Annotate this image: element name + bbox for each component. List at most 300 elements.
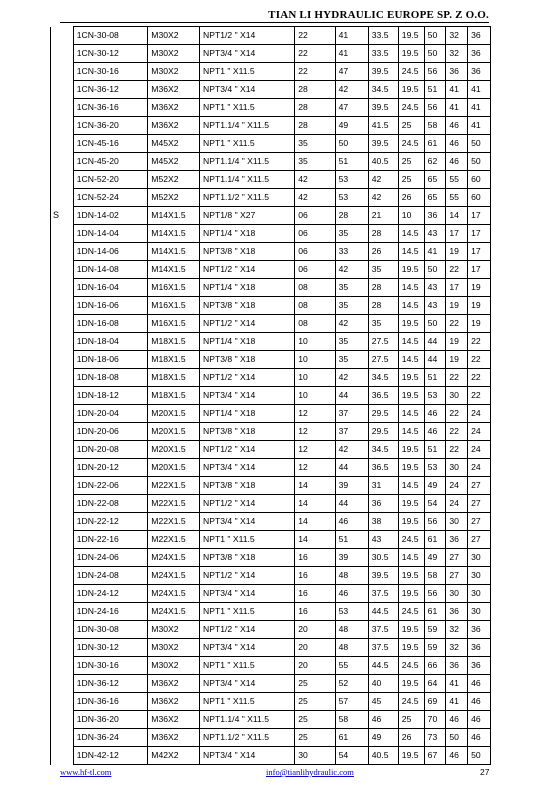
npt-thread: NPT1.1/2 " X11.5 [200,729,295,747]
dimension-1: 30 [295,747,335,765]
dimension-3: 31 [368,477,398,495]
row-mark [51,189,74,207]
metric-thread: M36X2 [148,711,200,729]
dimension-5: 50 [424,315,446,333]
dimension-5: 56 [424,99,446,117]
dimension-4: 26 [398,189,424,207]
npt-thread: NPT1/2 " X14 [200,567,295,585]
part-number: 1DN-24-08 [73,567,148,585]
dimension-4: 24.5 [398,531,424,549]
dimension-4: 10 [398,207,424,225]
table-row [51,351,491,369]
dimension-1: 12 [295,441,335,459]
metric-thread: M42X2 [148,747,200,765]
dimension-1: 28 [295,81,335,99]
dimension-4: 24.5 [398,657,424,675]
dimension-5: 59 [424,621,446,639]
npt-thread: NPT1/2 " X14 [200,621,295,639]
table-row [51,99,491,117]
dimension-7: 22 [468,351,491,369]
dimension-6: 24 [446,477,468,495]
dimension-3: 35 [368,315,398,333]
dimension-5: 54 [424,495,446,513]
part-number: 1CN-52-20 [73,171,148,189]
npt-thread: NPT1 " X11.5 [200,99,295,117]
metric-thread: M36X2 [148,81,200,99]
dimension-1: 42 [295,189,335,207]
row-mark [51,639,74,657]
dimension-4: 24.5 [398,63,424,81]
metric-thread: M14X1.5 [148,243,200,261]
dimension-3: 44.5 [368,657,398,675]
metric-thread: M45X2 [148,135,200,153]
dimension-4: 19.5 [398,585,424,603]
dimension-1: 06 [295,243,335,261]
part-number: 1DN-30-08 [73,621,148,639]
dimension-3: 28 [368,225,398,243]
table-row [51,675,491,693]
dimension-1: 25 [295,693,335,711]
row-mark [51,657,74,675]
dimension-7: 19 [468,279,491,297]
part-number: 1DN-36-20 [73,711,148,729]
dimension-2: 61 [335,729,368,747]
row-mark [51,117,74,135]
table-row [51,63,491,81]
metric-thread: M18X1.5 [148,351,200,369]
npt-thread: NPT3/4 " X14 [200,45,295,63]
table-row [51,189,491,207]
dimension-6: 46 [446,747,468,765]
dimension-1: 16 [295,585,335,603]
metric-thread: M14X1.5 [148,207,200,225]
dimension-2: 50 [335,135,368,153]
dimension-6: 22 [446,315,468,333]
dimension-4: 19.5 [398,459,424,477]
part-number: 1DN-18-06 [73,351,148,369]
dimension-2: 48 [335,639,368,657]
dimension-5: 46 [424,423,446,441]
dimension-2: 54 [335,747,368,765]
part-number: 1DN-22-16 [73,531,148,549]
dimension-5: 56 [424,513,446,531]
row-mark [51,567,74,585]
dimension-7: 17 [468,261,491,279]
metric-thread: M24X1.5 [148,549,200,567]
dimension-5: 43 [424,225,446,243]
dimension-1: 14 [295,531,335,549]
row-mark [51,315,74,333]
dimension-7: 22 [468,387,491,405]
part-number: 1DN-42-12 [73,747,148,765]
dimension-1: 35 [295,135,335,153]
row-mark [51,495,74,513]
dimension-5: 65 [424,189,446,207]
table-row [51,693,491,711]
part-number: 1DN-24-16 [73,603,148,621]
dimension-6: 19 [446,351,468,369]
part-number: 1DN-16-04 [73,279,148,297]
dimension-2: 35 [335,225,368,243]
npt-thread: NPT1.1/4 " X11.5 [200,153,295,171]
row-mark [51,333,74,351]
dimension-5: 50 [424,27,446,45]
part-number: 1DN-24-12 [73,585,148,603]
dimension-6: 36 [446,657,468,675]
dimension-6: 17 [446,225,468,243]
row-mark: S [51,207,74,225]
table-row [51,495,491,513]
dimension-2: 39 [335,477,368,495]
npt-thread: NPT3/4 " X14 [200,81,295,99]
dimension-4: 19.5 [398,315,424,333]
dimension-4: 14.5 [398,405,424,423]
dimension-2: 42 [335,261,368,279]
dimension-6: 22 [446,423,468,441]
dimension-7: 36 [468,27,491,45]
dimension-5: 36 [424,207,446,225]
part-number: 1DN-16-08 [73,315,148,333]
dimension-1: 25 [295,675,335,693]
dimension-6: 30 [446,387,468,405]
dimension-5: 41 [424,243,446,261]
dimension-4: 19.5 [398,441,424,459]
dimension-3: 34.5 [368,441,398,459]
part-number: 1CN-36-20 [73,117,148,135]
npt-thread: NPT1/2 " X14 [200,315,295,333]
part-number: 1DN-18-08 [73,369,148,387]
table-row [51,423,491,441]
table-row [51,297,491,315]
dimension-3: 37.5 [368,639,398,657]
dimension-4: 19.5 [398,747,424,765]
dimension-4: 19.5 [398,387,424,405]
dimension-6: 19 [446,243,468,261]
dimension-1: 28 [295,99,335,117]
dimension-2: 37 [335,405,368,423]
row-mark [51,27,74,45]
dimension-3: 28 [368,297,398,315]
dimension-3: 40.5 [368,747,398,765]
npt-thread: NPT1.1/2 " X11.5 [200,189,295,207]
part-number: 1CN-36-12 [73,81,148,99]
dimension-7: 17 [468,207,491,225]
dimension-3: 46 [368,711,398,729]
row-mark [51,243,74,261]
npt-thread: NPT1/2 " X14 [200,369,295,387]
npt-thread: NPT1 " X11.5 [200,135,295,153]
dimension-7: 41 [468,99,491,117]
dimension-4: 14.5 [398,549,424,567]
dimension-3: 34.5 [368,369,398,387]
metric-thread: M36X2 [148,117,200,135]
npt-thread: NPT1/4 " X18 [200,225,295,243]
dimension-5: 62 [424,153,446,171]
npt-thread: NPT1/4 " X18 [200,279,295,297]
npt-thread: NPT3/8 " X18 [200,243,295,261]
dimension-3: 27.5 [368,333,398,351]
dimension-2: 28 [335,207,368,225]
table-row [51,387,491,405]
table-row [51,477,491,495]
dimension-2: 48 [335,567,368,585]
dimension-7: 24 [468,423,491,441]
header-divider [60,22,489,23]
dimension-2: 35 [335,333,368,351]
dimension-7: 36 [468,63,491,81]
dimension-4: 14.5 [398,279,424,297]
part-number: 1CN-45-16 [73,135,148,153]
dimension-1: 06 [295,207,335,225]
dimension-7: 19 [468,315,491,333]
npt-thread: NPT1 " X11.5 [200,531,295,549]
metric-thread: M22X1.5 [148,495,200,513]
dimension-6: 46 [446,711,468,729]
table-row [51,747,491,765]
dimension-3: 42 [368,189,398,207]
dimension-3: 36.5 [368,459,398,477]
dimension-2: 47 [335,63,368,81]
table-row [51,567,491,585]
row-mark [51,477,74,495]
part-number: 1CN-52-24 [73,189,148,207]
dimension-7: 19 [468,297,491,315]
table-row [51,171,491,189]
dimension-3: 30.5 [368,549,398,567]
table-row [51,639,491,657]
dimension-6: 22 [446,261,468,279]
dimension-3: 34.5 [368,81,398,99]
dimension-7: 50 [468,747,491,765]
dimension-5: 73 [424,729,446,747]
part-number: 1DN-20-08 [73,441,148,459]
dimension-6: 55 [446,189,468,207]
dimension-6: 24 [446,495,468,513]
dimension-1: 22 [295,27,335,45]
dimension-3: 21 [368,207,398,225]
row-mark [51,405,74,423]
row-mark [51,693,74,711]
dimension-6: 36 [446,531,468,549]
dimension-4: 19.5 [398,495,424,513]
dimension-6: 30 [446,459,468,477]
dimension-1: 12 [295,459,335,477]
part-number: 1DN-14-02 [73,207,148,225]
part-number: 1DN-18-12 [73,387,148,405]
dimension-7: 24 [468,441,491,459]
table-row [51,81,491,99]
npt-thread: NPT3/4 " X14 [200,675,295,693]
dimension-3: 49 [368,729,398,747]
row-mark [51,675,74,693]
dimension-1: 14 [295,513,335,531]
dimension-2: 53 [335,603,368,621]
npt-thread: NPT3/8 " X18 [200,549,295,567]
row-mark [51,531,74,549]
dimension-3: 40 [368,675,398,693]
npt-thread: NPT1 " X11.5 [200,603,295,621]
row-mark [51,423,74,441]
row-mark [51,711,74,729]
page-number: 27 [480,767,490,777]
dimension-3: 43 [368,531,398,549]
metric-thread: M52X2 [148,171,200,189]
row-mark [51,513,74,531]
row-mark [51,387,74,405]
part-number: 1DN-18-04 [73,333,148,351]
dimension-5: 43 [424,297,446,315]
dimension-4: 14.5 [398,477,424,495]
metric-thread: M36X2 [148,675,200,693]
metric-thread: M30X2 [148,657,200,675]
dimension-7: 41 [468,117,491,135]
row-mark [51,621,74,639]
npt-thread: NPT3/8 " X18 [200,297,295,315]
dimension-5: 70 [424,711,446,729]
dimension-2: 46 [335,585,368,603]
dimension-2: 35 [335,279,368,297]
dimension-1: 20 [295,657,335,675]
dimension-3: 41.5 [368,117,398,135]
metric-thread: M24X1.5 [148,567,200,585]
dimension-6: 46 [446,117,468,135]
metric-thread: M30X2 [148,621,200,639]
table-row [51,549,491,567]
metric-thread: M20X1.5 [148,441,200,459]
dimension-2: 35 [335,351,368,369]
metric-thread: M16X1.5 [148,297,200,315]
dimension-1: 12 [295,423,335,441]
dimension-3: 33.5 [368,27,398,45]
dimension-4: 19.5 [398,261,424,279]
dimension-7: 46 [468,711,491,729]
dimension-7: 36 [468,639,491,657]
npt-thread: NPT1/2 " X14 [200,27,295,45]
metric-thread: M24X1.5 [148,585,200,603]
metric-thread: M22X1.5 [148,477,200,495]
part-number: 1DN-16-06 [73,297,148,315]
dimension-2: 41 [335,27,368,45]
metric-thread: M30X2 [148,639,200,657]
dimension-4: 19.5 [398,369,424,387]
dimension-1: 10 [295,351,335,369]
dimension-7: 41 [468,81,491,99]
metric-thread: M18X1.5 [148,333,200,351]
dimension-7: 22 [468,369,491,387]
dimension-5: 67 [424,747,446,765]
dimension-5: 61 [424,135,446,153]
dimension-6: 32 [446,45,468,63]
table-row [51,45,491,63]
dimension-4: 19.5 [398,675,424,693]
npt-thread: NPT1/8 " X27 [200,207,295,225]
npt-thread: NPT1/4 " X18 [200,333,295,351]
dimension-6: 50 [446,729,468,747]
row-mark [51,729,74,747]
dimension-6: 41 [446,99,468,117]
dimension-4: 19.5 [398,45,424,63]
dimension-2: 33 [335,243,368,261]
dimension-4: 19.5 [398,81,424,99]
part-number: 1DN-24-06 [73,549,148,567]
dimension-6: 32 [446,27,468,45]
dimension-6: 36 [446,63,468,81]
metric-thread: M16X1.5 [148,315,200,333]
npt-thread: NPT1.1/4 " X11.5 [200,171,295,189]
part-number: 1DN-22-12 [73,513,148,531]
footer-email-link[interactable]: info@tianlihydraulic.com [266,767,354,777]
dimension-7: 27 [468,495,491,513]
metric-thread: M45X2 [148,153,200,171]
dimension-6: 46 [446,135,468,153]
dimension-6: 17 [446,279,468,297]
dimension-5: 49 [424,549,446,567]
dimension-3: 26 [368,243,398,261]
dimension-4: 24.5 [398,99,424,117]
dimension-6: 27 [446,549,468,567]
table-row [51,27,491,45]
table-row [51,621,491,639]
dimension-1: 08 [295,315,335,333]
table-row [51,207,491,225]
part-number: 1CN-45-20 [73,153,148,171]
dimension-4: 25 [398,153,424,171]
dimension-3: 33.5 [368,45,398,63]
footer-website-link[interactable]: www.hf-tl.com [60,767,112,777]
part-number: 1DN-22-08 [73,495,148,513]
row-mark [51,603,74,621]
dimension-3: 38 [368,513,398,531]
dimension-7: 50 [468,135,491,153]
dimension-4: 19.5 [398,513,424,531]
dimension-2: 44 [335,459,368,477]
dimension-3: 37.5 [368,621,398,639]
row-mark [51,369,74,387]
dimension-2: 51 [335,153,368,171]
dimension-5: 44 [424,351,446,369]
dimension-1: 10 [295,369,335,387]
dimension-1: 10 [295,333,335,351]
npt-thread: NPT3/8 " X18 [200,477,295,495]
table-row [51,333,491,351]
dimension-7: 30 [468,585,491,603]
table-row [51,729,491,747]
row-mark [51,135,74,153]
dimension-7: 30 [468,603,491,621]
dimension-3: 45 [368,693,398,711]
dimension-6: 19 [446,333,468,351]
dimension-7: 27 [468,477,491,495]
metric-thread: M20X1.5 [148,405,200,423]
dimension-1: 20 [295,639,335,657]
npt-thread: NPT3/4 " X14 [200,747,295,765]
metric-thread: M18X1.5 [148,387,200,405]
npt-thread: NPT3/4 " X14 [200,639,295,657]
dimension-7: 46 [468,675,491,693]
dimension-4: 14.5 [398,333,424,351]
metric-thread: M14X1.5 [148,261,200,279]
fittings-spec-table [50,26,491,765]
table-row [51,135,491,153]
metric-thread: M20X1.5 [148,423,200,441]
dimension-6: 41 [446,693,468,711]
dimension-1: 08 [295,279,335,297]
dimension-1: 14 [295,477,335,495]
dimension-3: 39.5 [368,99,398,117]
npt-thread: NPT1 " X11.5 [200,63,295,81]
row-mark [51,81,74,99]
table-row [51,711,491,729]
